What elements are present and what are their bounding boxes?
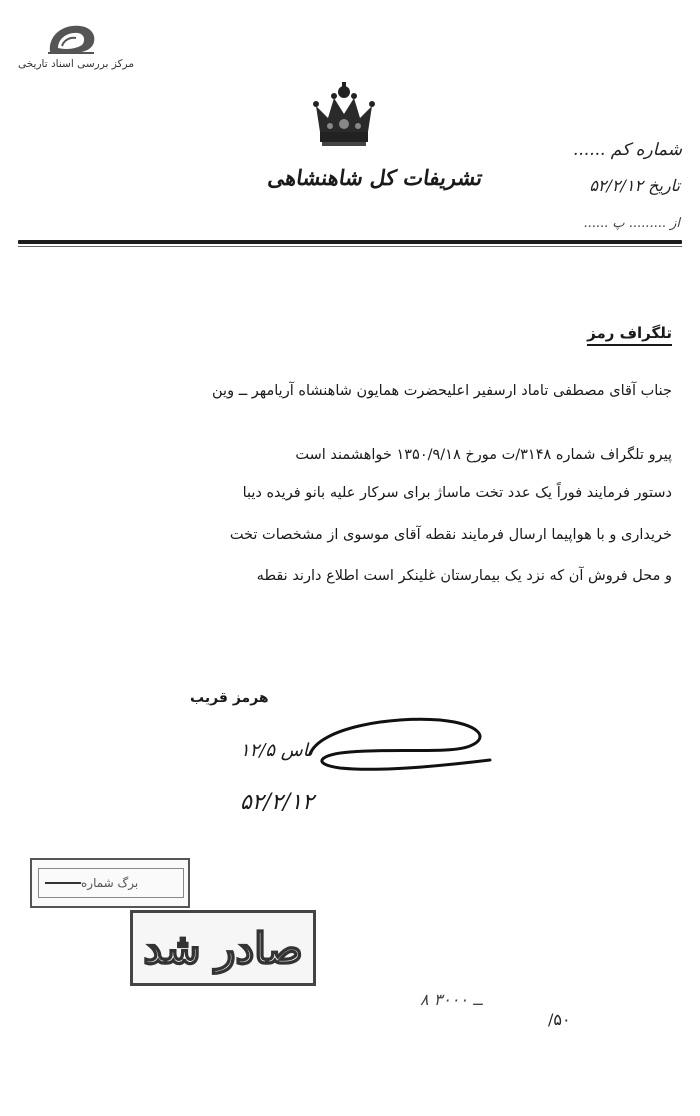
crown-emblem-icon [308,80,380,150]
body-line: و محل فروش آن که نزد یک بیمارستان غلینکر است اطلاع دارند نقطه [256,568,672,584]
page-number-stamp-label: برگ شماره [81,876,139,890]
subject-heading: تلگراف رمز [587,324,672,346]
attachment-line: از ......... پ ...... [583,216,680,231]
archive-watermark-text: مرکز بررسی اسناد تاریخی [18,58,134,70]
court-title: تشریفات کل شاهنشاهی [266,165,485,190]
archive-logo-icon [40,18,98,60]
stamp-dash [45,882,81,884]
number-line: شماره کم ...... [572,140,682,160]
signatory-name: هرمز قریب [190,690,269,706]
signature-date: ۵۲/۲/۱۲ [240,790,314,815]
reference-number: ۸ ــ ۳۰۰۰ [420,990,483,1009]
body-line: دستور فرمایند فوراً یک عدد تخت ماساژ برای سرکار علیه بانو فریده دیبا [242,485,672,501]
folio-number: /۵۰ [548,1010,571,1029]
issued-stamp [130,910,316,986]
signature-note: ناس ۱۲/۵ [240,740,314,761]
body-line: خریداری و با هواپیما ارسال فرمایند نقطه آقای موسوی از مشخصات تخت [229,527,672,543]
date-line: تاریخ ۵۲/۲/۱۲ [589,176,680,195]
issued-stamp-label: صادر شد [143,923,303,973]
body-line: پیرو تلگراف شماره ۳۱۴۸/ت مورخ ۱۳۵۰/۹/۱۸ خواهشمند است [295,447,672,463]
recipient-line: جناب آقای مصطفی تاماد ارسفیر اعلیحضرت همایون شاهنشاه آریامهر ــ وین [212,383,672,399]
header-divider [18,240,682,244]
header-divider-thin [18,246,682,247]
page-number-stamp [30,858,190,908]
